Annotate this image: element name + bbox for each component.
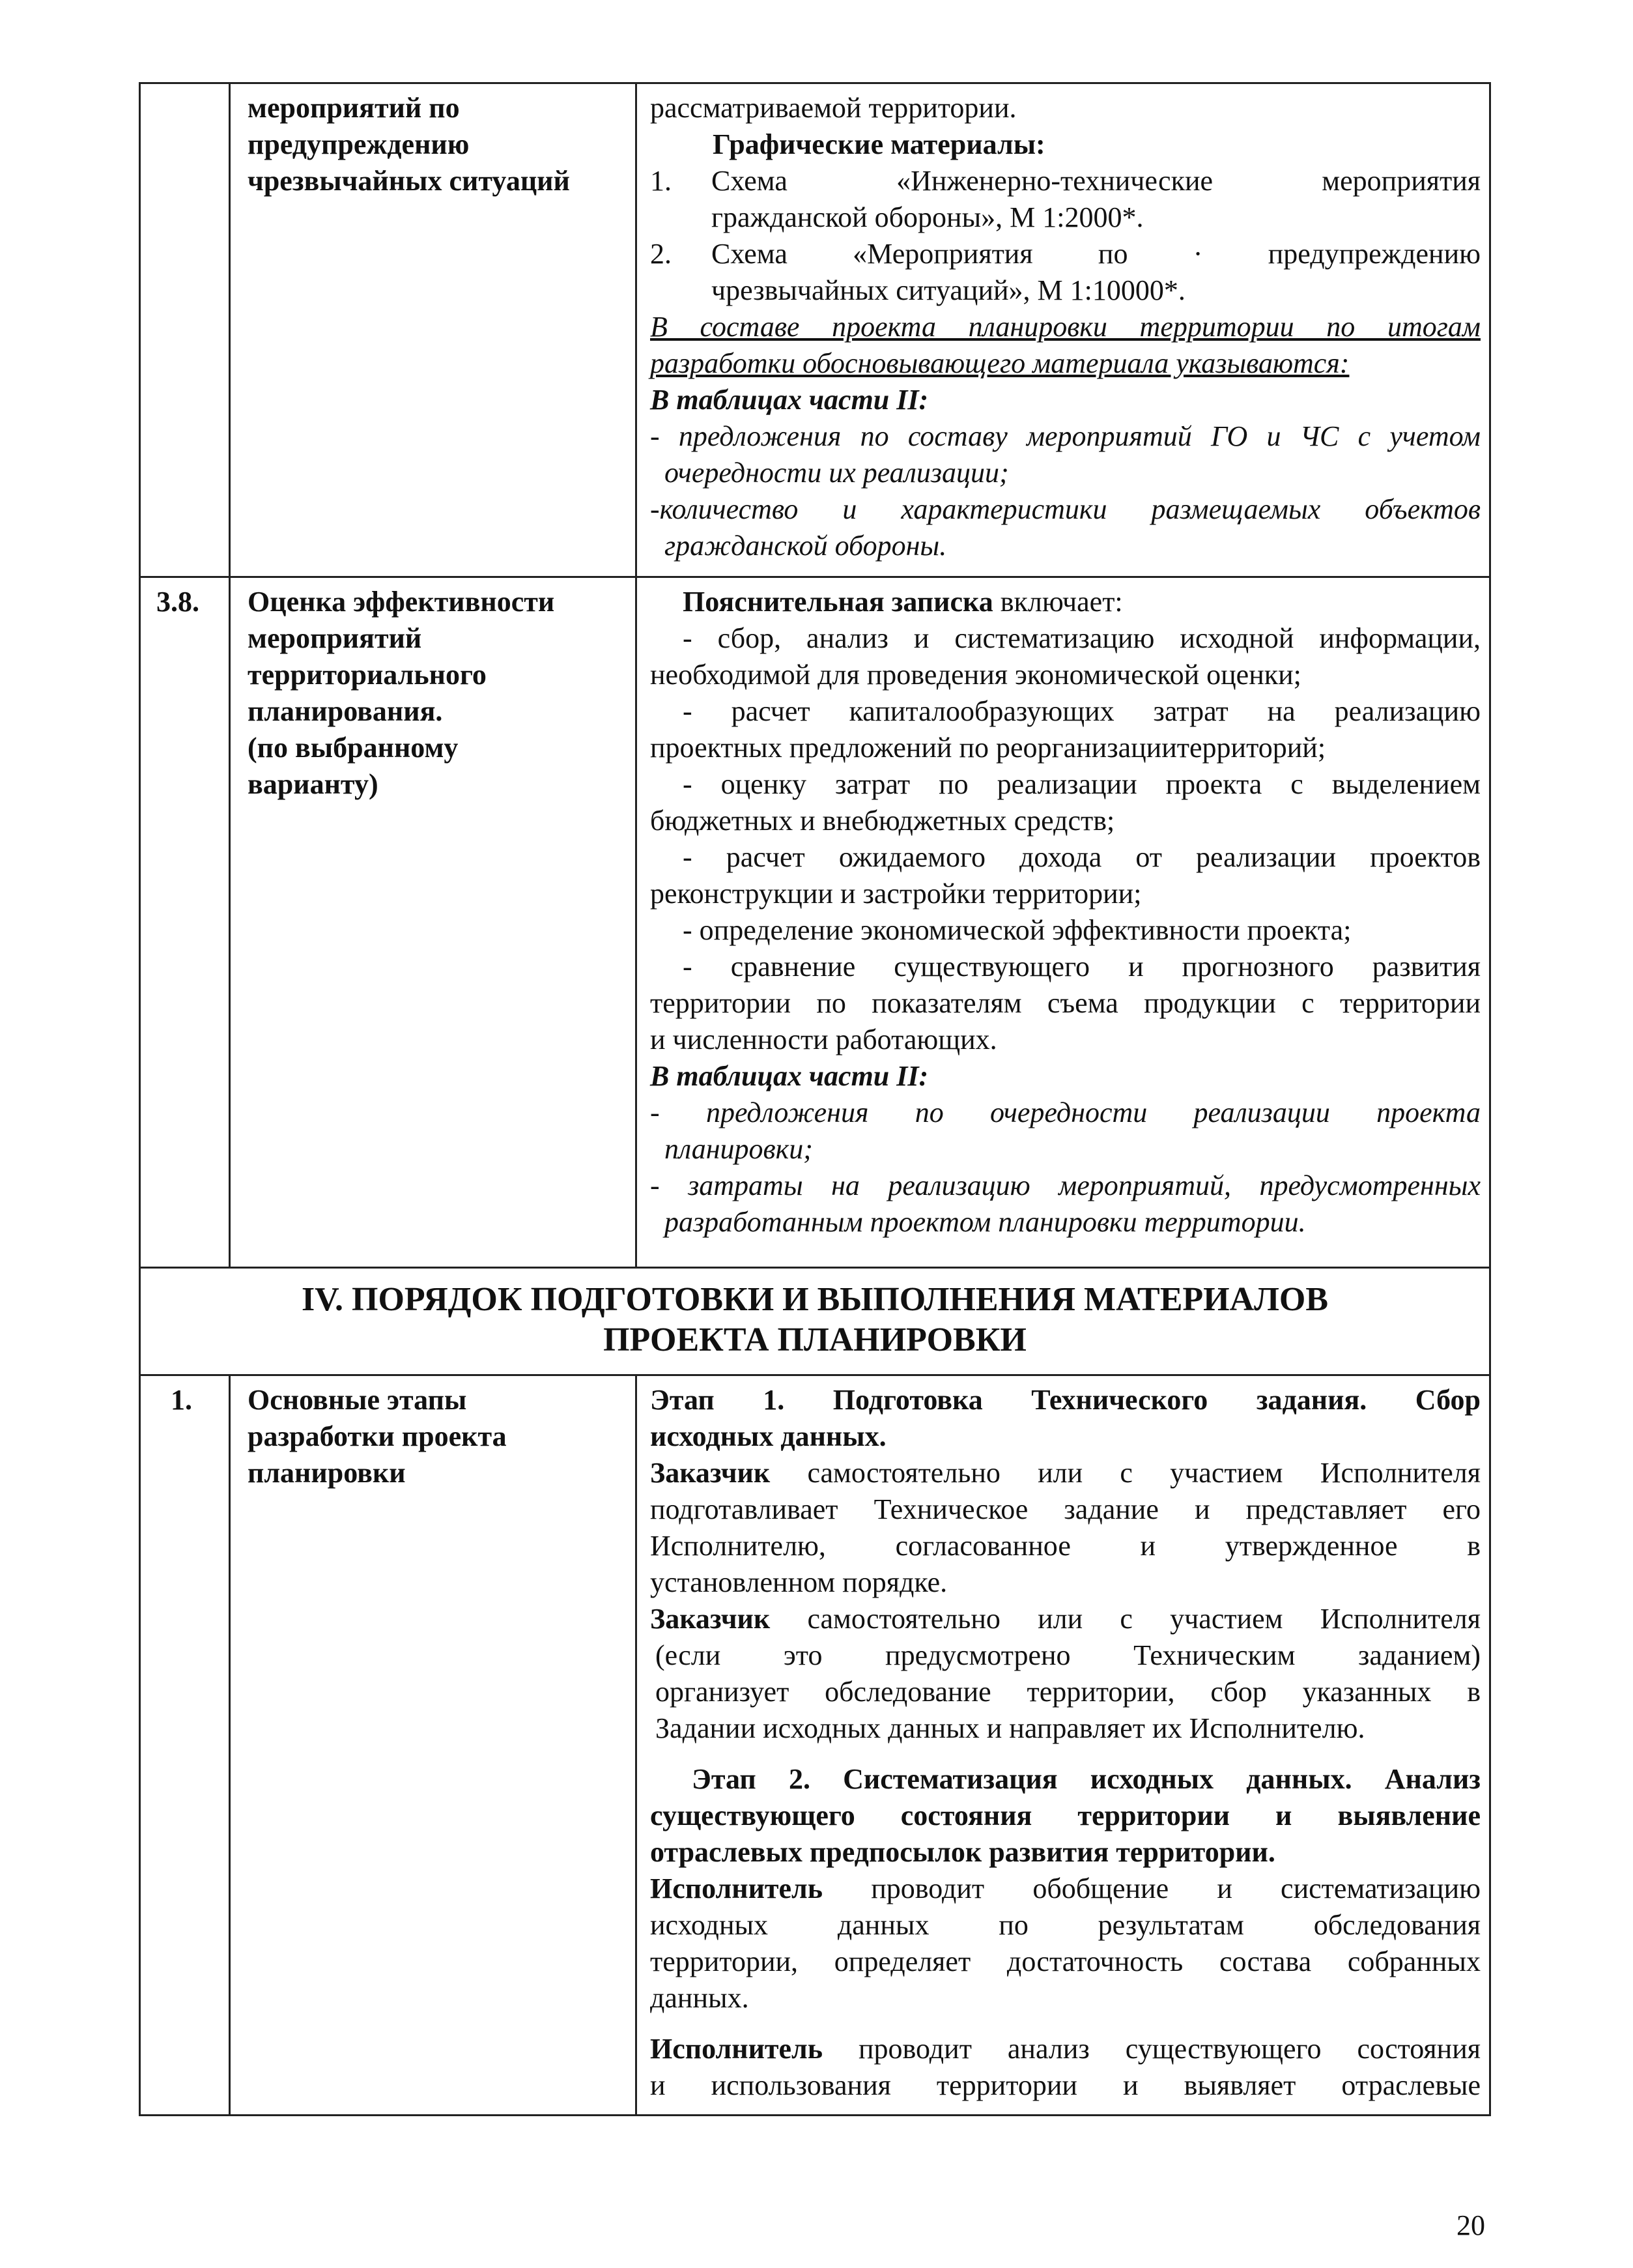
list-text: Схема «Инженерно-технические мероприятия bbox=[711, 165, 1481, 197]
section-content-cell bbox=[650, 90, 1481, 564]
text-line: - затраты на реализацию мероприятий, предусмотренных bbox=[650, 1170, 1481, 1201]
section-name-line: варианту) bbox=[248, 768, 378, 800]
section-iv-title-line: IV. ПОРЯДОК ПОДГОТОВКИ И ВЫПОЛНЕНИЯ МАТЕРИАЛОВ bbox=[301, 1281, 1329, 1318]
list-text: Схема «Мероприятия по · предупреждению bbox=[711, 238, 1481, 270]
section-name-line: предупреждению bbox=[248, 128, 470, 160]
text-line: установленном порядке. bbox=[650, 1566, 948, 1598]
section-name-cell bbox=[248, 1382, 625, 1491]
underlined-note: разработки обосновывающего материала указываются: bbox=[650, 347, 1350, 379]
text-fragment: самостоятельно или с участием Исполнителя bbox=[770, 1457, 1481, 1489]
section-name-line: планировки bbox=[248, 1457, 406, 1489]
section-name-line: разработки проекта bbox=[248, 1420, 507, 1452]
column-divider-2-upper bbox=[635, 82, 637, 1269]
text-line bbox=[650, 1601, 1481, 1637]
row-divider-38 bbox=[139, 576, 1491, 578]
section-iv-title-line: ПРОЕКТА ПЛАНИРОВКИ bbox=[603, 1321, 1027, 1358]
stage-heading: существующего состояния территории и выявление bbox=[650, 1800, 1481, 1831]
bold-term: Исполнитель bbox=[650, 1873, 823, 1904]
section-name-cell bbox=[248, 90, 625, 199]
text-fragment: проводит анализ существующего состояния bbox=[823, 2033, 1481, 2065]
section-name-line: территориального bbox=[248, 659, 487, 691]
stage-heading: исходных данных. bbox=[650, 1420, 887, 1452]
text-line: проектных предложений по реорганизациитерриторий; bbox=[650, 732, 1326, 764]
text-line: чрезвычайных ситуаций», М 1:10000*. bbox=[711, 274, 1186, 306]
text-line: территории, определяет достаточность состава собранных bbox=[650, 1945, 1481, 1977]
section-name-line: мероприятий по bbox=[248, 92, 460, 124]
text-line: очередности их реализации; bbox=[664, 457, 1009, 489]
text-fragment: самостоятельно или с участием Исполнителя bbox=[770, 1603, 1481, 1635]
column-divider-1-upper bbox=[229, 82, 231, 1269]
text-line: - расчет капиталообразующих затрат на реализацию bbox=[683, 695, 1481, 727]
text-line: необходимой для проведения экономической оценки; bbox=[650, 659, 1301, 691]
text-line: гражданской обороны», М 1:2000*. bbox=[711, 201, 1144, 233]
bold-term: Заказчик bbox=[650, 1457, 771, 1489]
text-line: исходных данных по результатам обследования bbox=[650, 1909, 1481, 1941]
text-line bbox=[650, 1455, 1481, 1491]
section-content-cell bbox=[650, 584, 1481, 1241]
text-fragment: включает: bbox=[993, 586, 1123, 618]
list-number: 2. bbox=[650, 238, 672, 270]
text-line: данных. bbox=[650, 1982, 749, 2014]
page-number: 20 bbox=[1456, 2209, 1485, 2241]
table-top-border bbox=[139, 82, 1491, 84]
text-line: рассматриваемой территории. bbox=[650, 92, 1017, 124]
text-line: бюджетных и внебюджетных средств; bbox=[650, 805, 1115, 837]
bold-term: Исполнитель bbox=[650, 2033, 823, 2065]
list-number: 1. bbox=[650, 165, 672, 197]
text-line: реконструкции и застройки территории; bbox=[650, 878, 1142, 910]
text-line bbox=[650, 1871, 1481, 1907]
section-name-line: Оценка эффективности bbox=[248, 586, 555, 618]
subheading: В таблицах части II: bbox=[650, 1060, 929, 1092]
list-item bbox=[650, 236, 1481, 272]
text-line: разработанным проектом планировки территории. bbox=[664, 1206, 1306, 1238]
text-line: подготавливает Техническое задание и представляет его bbox=[650, 1493, 1481, 1525]
subheading: Графические материалы: bbox=[713, 128, 1045, 160]
text-line: - предложения по составу мероприятий ГО и ЧС с учетом bbox=[650, 420, 1481, 452]
row-number: 3.8. bbox=[156, 586, 199, 618]
row-number: 1. bbox=[171, 1384, 192, 1416]
section-name-line: планирования. bbox=[248, 695, 443, 727]
text-line: гражданской обороны. bbox=[664, 530, 947, 562]
text-line: -количество и характеристики размещаемых объектов bbox=[650, 493, 1481, 525]
row-divider-1 bbox=[139, 1374, 1491, 1376]
section-name-line: чрезвычайных ситуаций bbox=[248, 165, 570, 197]
section-name-line: Основные этапы bbox=[248, 1384, 467, 1416]
text-line: - предложения по очередности реализации проекта bbox=[650, 1097, 1481, 1128]
text-fragment: проводит обобщение и систематизацию bbox=[823, 1873, 1481, 1904]
table-right-border bbox=[1489, 82, 1491, 2116]
text-line: территории по показателям съема продукции с территории bbox=[650, 987, 1481, 1019]
section-name-cell bbox=[248, 584, 625, 803]
text-line: организует обследование территории, сбор указанных в bbox=[655, 1676, 1481, 1708]
text-line: - сбор, анализ и систематизацию исходной информации, bbox=[683, 622, 1481, 654]
table-bottom-border bbox=[139, 2114, 1491, 2116]
text-line: - оценку затрат по реализации проекта с выделением bbox=[683, 768, 1481, 800]
text-line bbox=[650, 2031, 1481, 2067]
section-name-line: мероприятий bbox=[248, 622, 422, 654]
section-content-cell bbox=[650, 1382, 1481, 2104]
stage-heading: Этап 1. Подготовка Технического задания. Сбор bbox=[650, 1384, 1481, 1416]
stage-heading: Этап 2. Систематизация исходных данных. Анализ bbox=[692, 1763, 1481, 1795]
underlined-note: В составе проекта планировки территории по итогам bbox=[650, 311, 1481, 343]
list-item bbox=[650, 163, 1481, 199]
text-line: - определение экономической эффективности проекта; bbox=[683, 914, 1352, 946]
column-divider-1-lower bbox=[229, 1374, 231, 2116]
section-name-line: (по выбранному bbox=[248, 732, 459, 764]
stage-heading: отраслевых предпосылок развития территории. bbox=[650, 1836, 1275, 1868]
text-line: (если это предусмотрено Техническим заданием) bbox=[655, 1639, 1481, 1671]
column-divider-2-lower bbox=[635, 1374, 637, 2116]
text-line: Задании исходных данных и направляет их Исполнителю. bbox=[655, 1712, 1365, 1744]
text-line: и численности работающих. bbox=[650, 1024, 997, 1055]
bold-term: Заказчик bbox=[650, 1603, 771, 1635]
subheading: В таблицах части II: bbox=[650, 384, 929, 416]
text-line: - расчет ожидаемого дохода от реализации проектов bbox=[683, 841, 1481, 873]
row-divider-iv bbox=[139, 1267, 1491, 1269]
text-line: - сравнение существующего и прогнозного развития bbox=[683, 951, 1481, 983]
text-line: планировки; bbox=[664, 1133, 813, 1165]
section-iv-title bbox=[140, 1280, 1490, 1360]
text-line: Исполнителю, согласованное и утвержденное в bbox=[650, 1530, 1481, 1562]
bold-term: Пояснительная записка bbox=[683, 586, 993, 618]
text-line bbox=[650, 584, 1481, 620]
table-left-border bbox=[139, 82, 141, 2116]
text-line: и использования территории и выявляет отраслевые bbox=[650, 2069, 1481, 2101]
